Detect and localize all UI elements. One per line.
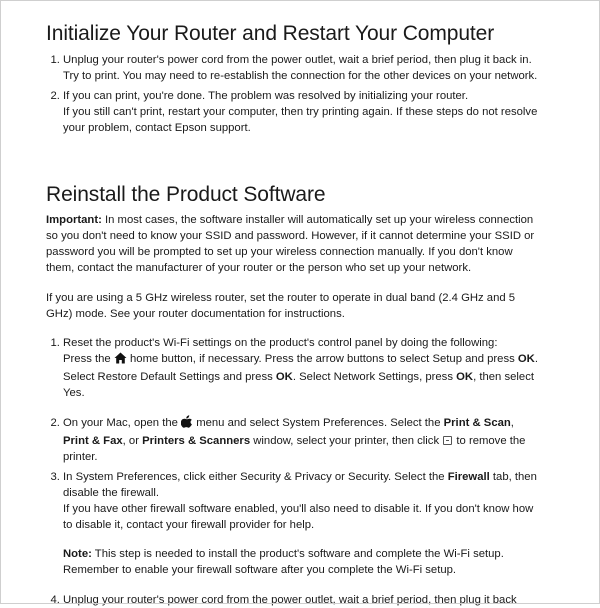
step-text: Unplug your router's power cord from the power outlet, wait a brief period, then plug it back in. Try to print. You may need to re-establish the connection for the other devices on your network. [63,54,538,82]
menu-system-preferences: System Preferences [282,417,384,429]
menu-system-preferences: System Preferences [75,471,178,483]
step-text: . [81,387,85,399]
menu-print-fax: Print & Fax [63,435,123,447]
step-text: and press [461,353,518,365]
step-text: . Select [63,353,538,383]
section-title-initialize-router: Initialize Your Router and Restart Your Computer [46,22,495,45]
list-item [63,469,541,578]
apple-icon [181,415,193,433]
step-text: If you have other firewall software enabled, you'll also need to disable it. If you don't know how to disable it, contact your firewall provider for help. [63,503,534,531]
ghz-paragraph: If you are using a 5 GHz wireless router, set the router to operate in dual band (2.4 GHz and 5 GHz) mode. See your router documentation for instructions. [46,292,516,320]
step-text: On your Mac, open the [63,417,182,429]
step-text: or [331,471,349,483]
list-item [63,52,543,84]
list-item [63,415,541,465]
menu-security-privacy: Security & Privacy [240,471,332,483]
remove-minus-icon [443,436,452,445]
step-text: menu and select [193,417,283,429]
menu-yes: Yes [63,387,82,399]
step-text: and press [220,371,276,383]
step-text: Unplug your router's power cord from the power outlet, wait a brief period, then plug it back [63,594,517,606]
menu-print-scan: Print & Scan [443,417,511,429]
initialize-router-steps [46,52,543,140]
step-text-continued: If you still can't print, restart your computer, then try printing again. If these steps do not resolve your problem, contact Epson support. [63,106,538,134]
step-text: home button, if necessary. Press the arrow buttons to select [126,353,433,365]
step-text: , click either [177,471,241,483]
important-paragraph [46,212,536,276]
reinstall-steps [46,335,541,578]
list-item [63,335,541,401]
step-text: , [510,417,514,429]
step-text: window, select your printer, then click [250,435,443,447]
step-text: , or [122,435,143,447]
tab-firewall: Firewall [447,471,490,483]
step-text: If you can print, you're done. The problem was resolved by initializing your router. [63,90,469,102]
step-text: In [63,471,76,483]
step-text: , then select [473,371,534,383]
note-text: This step is needed to install the product's software and complete the Wi-Fi setup. Remember to enable your firewall software after you complete the Wi-Fi setup. [63,548,504,576]
button-ok: OK [517,353,535,365]
step-text: . Select [292,371,334,383]
step-text: . Select the [383,417,444,429]
step-text: tab, then disable the firewall. [63,471,537,499]
home-icon [114,352,127,369]
menu-network-settings: Network Settings [333,371,420,383]
step-text: Press the [63,353,114,365]
important-text: In most cases, the software installer will automatically set up your wireless connection so you don't need to know your SSID and password. However, if it cannot determine your SSID or password you will be prompted to set up your wireless connection manually. If you don't know them, contact the manufacturer of your router or the person who set up your network. [46,214,535,274]
section-title-reinstall-software: Reinstall the Product Software [46,183,326,206]
menu-restore-default: Restore Default Settings [97,371,220,383]
step-text: . Select the [388,471,448,483]
step-text: to remove the printer. [63,435,526,463]
note-label: Note: [63,548,92,560]
menu-printers-scanners: Printers & Scanners [142,435,251,447]
important-label: Important: [46,214,102,226]
menu-security: Security [348,471,389,483]
step-text: , press [419,371,457,383]
button-ok: OK [456,371,474,383]
menu-setup: Setup [432,353,462,365]
list-item [63,592,543,608]
note-paragraph [63,546,541,578]
button-ok: OK [275,371,293,383]
list-item [63,88,543,136]
step-intro: Reset the product's Wi-Fi settings on the product's control panel by doing the following: [63,337,498,349]
reinstall-steps-continued [46,592,543,608]
